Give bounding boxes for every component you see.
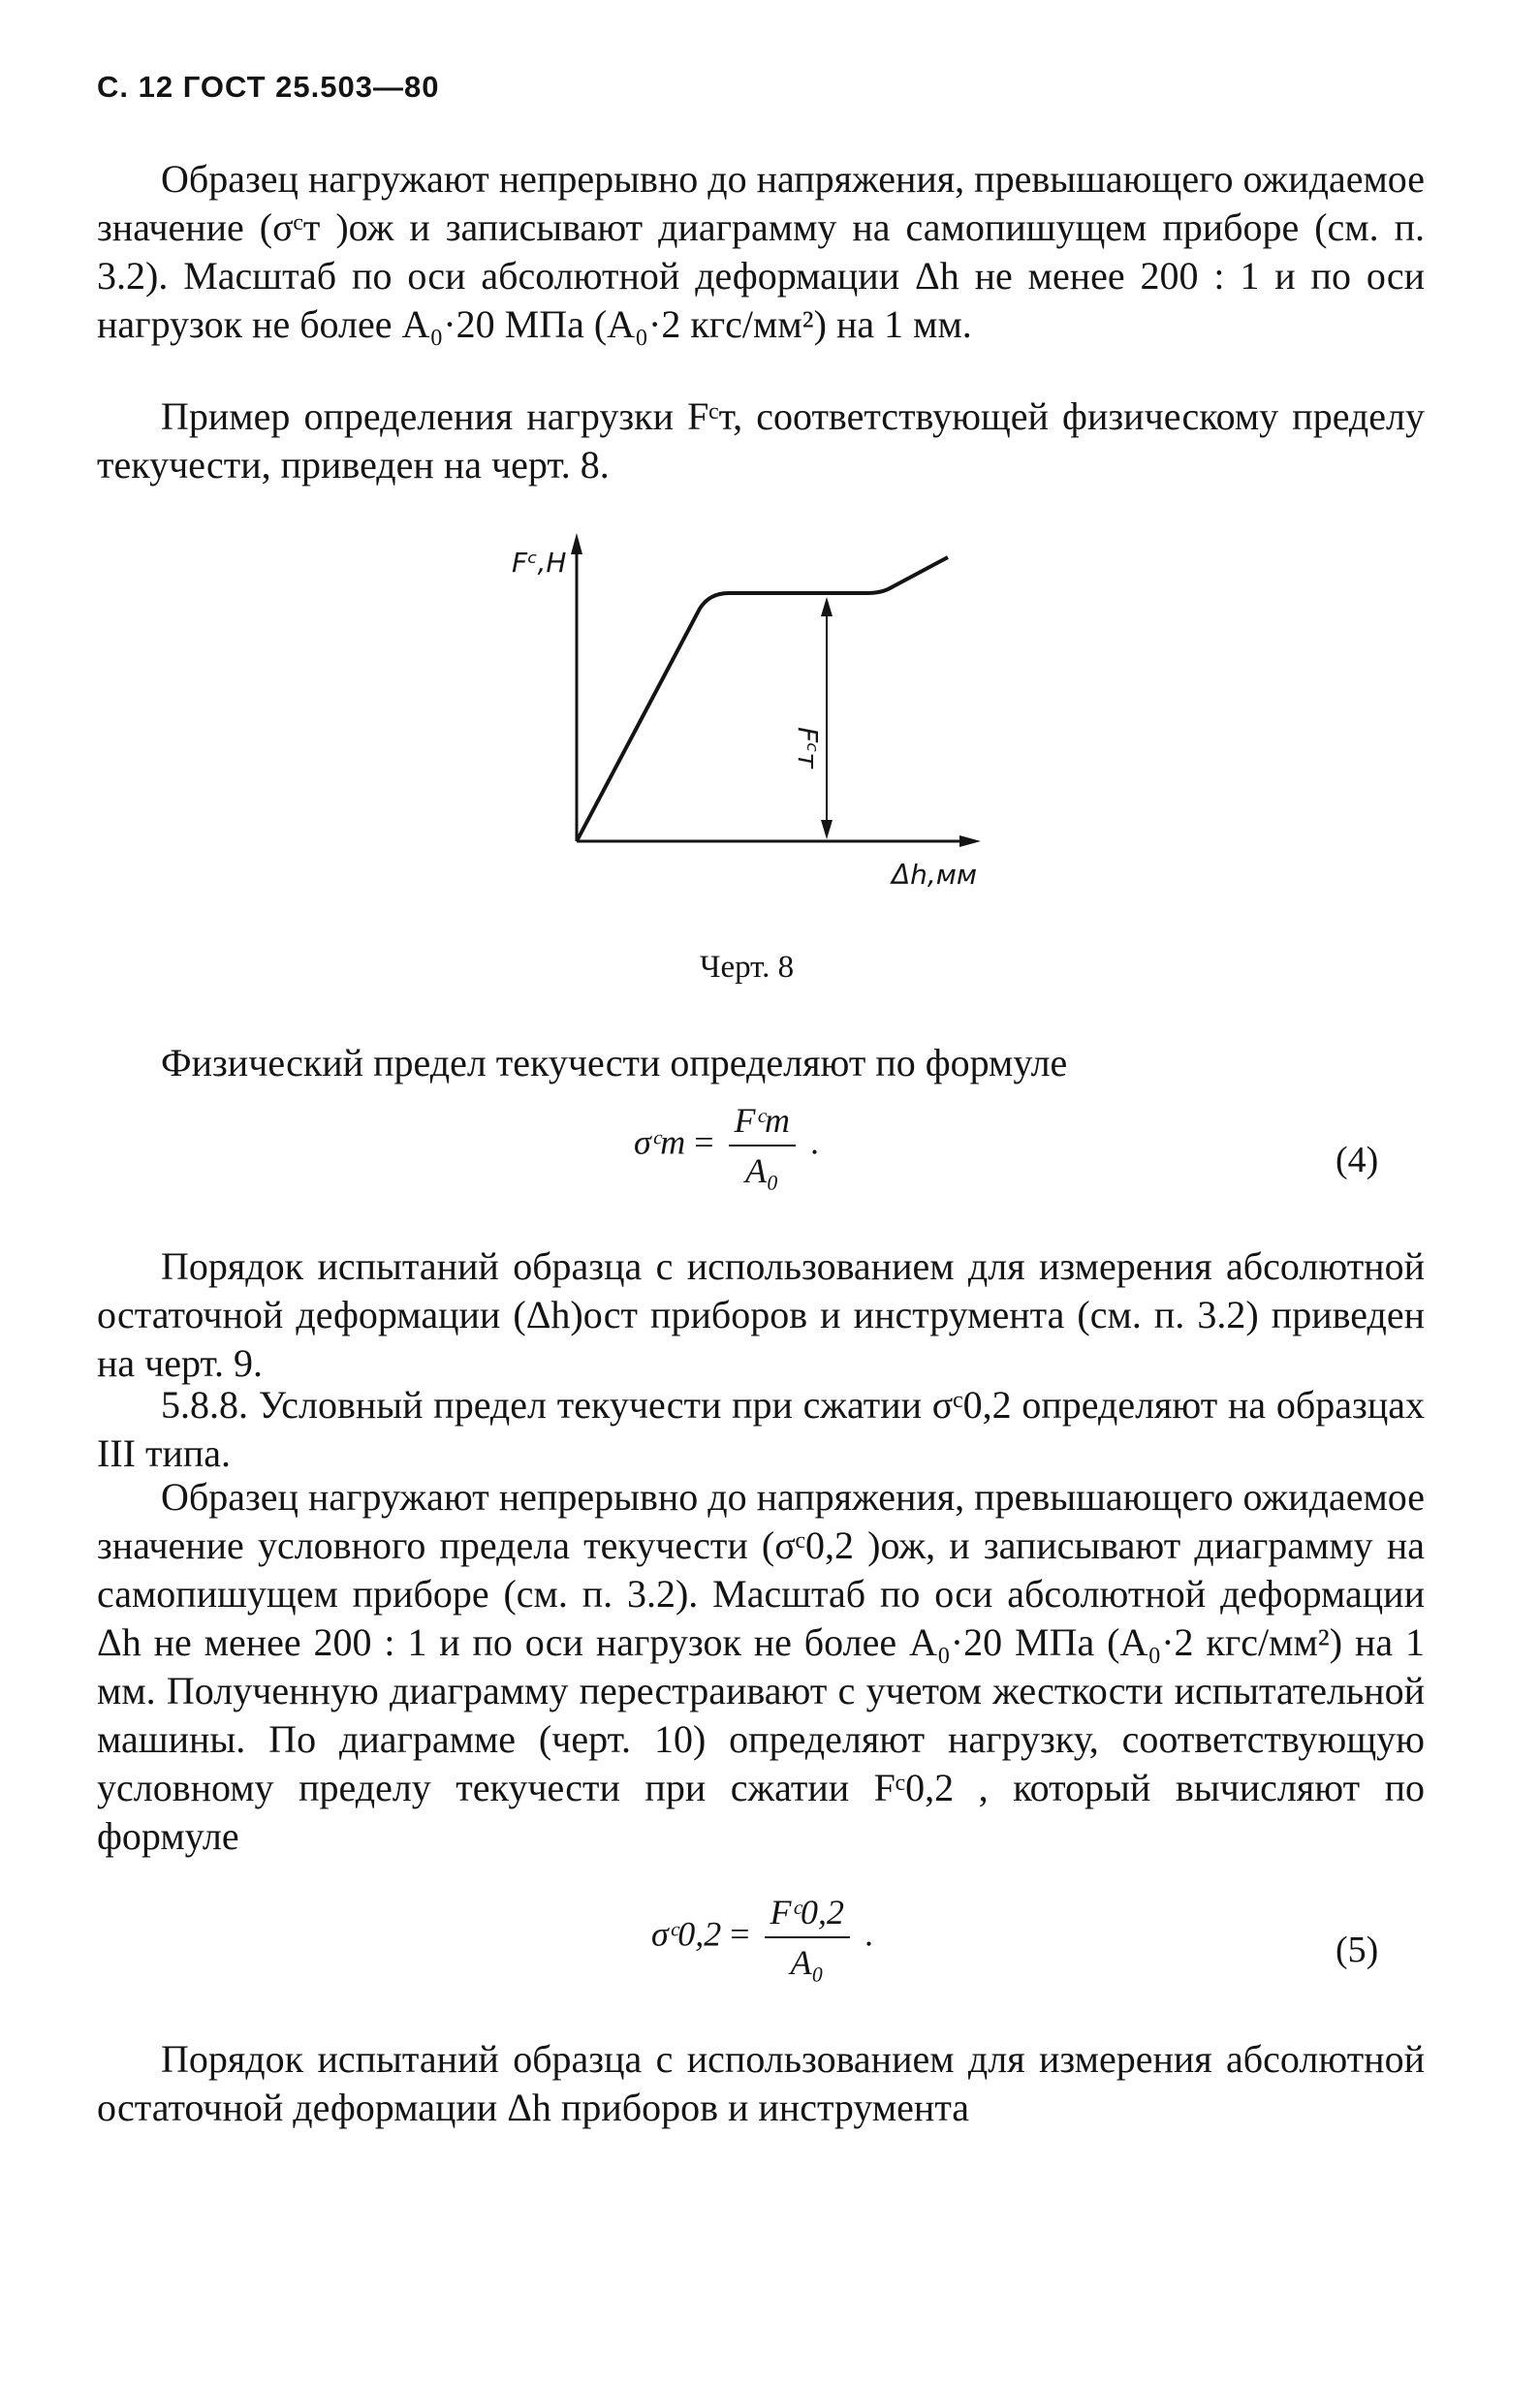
equation-number: (5) — [1336, 1930, 1379, 1970]
formula-denominator: A₀ — [745, 1151, 779, 1190]
yield-load-label: Fᶜт — [792, 727, 824, 769]
formula-equals: = — [694, 1122, 714, 1162]
paragraph-formula-intro — [97, 1039, 1425, 1087]
paragraph-conditional-yield — [97, 1473, 1425, 1861]
paragraph-text: Пример определения нагрузки Fᶜт, соответствующей физическому пределу текучести, приведен на черт. 8. — [97, 394, 1425, 487]
formula-denominator: A₀ — [790, 1943, 825, 1982]
formula-numerator: Fᶜ0,2 — [765, 1892, 850, 1938]
paragraph-procedure — [97, 1242, 1425, 1388]
paragraph-loading — [97, 155, 1425, 349]
y-axis-label: Fᶜ,Н — [512, 547, 567, 579]
figure-diagram — [485, 523, 1027, 1008]
paragraph-example — [97, 393, 1425, 489]
paragraph-section-5-8-8 — [97, 1381, 1425, 1478]
page-header: С. 12 ГОСТ 25.503—80 — [97, 70, 440, 104]
formula-equals: = — [730, 1914, 750, 1954]
load-curve — [577, 557, 948, 841]
dimension-arrow-top-icon — [821, 597, 833, 616]
paragraph-text: Порядок испытаний образца с использованием для измерения абсолютной остаточной деформации (Δh)ост приборов и инструмента (см. п. 3.2) приведен на черт. 9. — [97, 1244, 1425, 1385]
figure-caption: Черт. 8 — [700, 950, 795, 985]
dimension-arrow-bottom-icon — [821, 820, 833, 839]
paragraph-text: Образец нагружают непрерывно до напряжения, превышающего ожидаемое значение (σᶜт )ож и записывают диаграмму на самопишущем приборе (см. п. 3.2). Масштаб по оси абсолютной деформации Δh не менее 200 : 1 и по оси нагрузок не более A₀·20 МПа (A₀·2 кгс/мм²) на 1 мм. — [97, 157, 1425, 346]
formula-fraction — [729, 1100, 796, 1191]
y-axis-arrow-icon — [571, 533, 582, 554]
formula-numerator: Fᶜт — [729, 1100, 796, 1146]
paragraph-procedure-2 — [97, 2035, 1425, 2132]
paragraph-text: 5.8.8. Условный предел текучести при сжатии σᶜ0,2 определяют на образцах III типа. — [97, 1383, 1425, 1475]
paragraph-text: Образец нагружают непрерывно до напряжения, превышающего ожидаемое значение условного предела текучести (σᶜ0,2 )ож, и записывают диаграмму на самопишущем приборе (см. п. 3.2). Масштаб по оси абсолютной деформации Δh не менее 200 : 1 и по оси нагрузок не более A₀·20 МПа (A₀·2 кгс/мм²) на 1 мм. Полученную диаграмму перестраивают с учетом жесткости испытательной машины. По диаграмме (черт. 10) определяют нагрузку, соответствующую условному пределу текучести при сжатии Fᶜ0,2 , который вычисляют по формуле — [97, 1475, 1425, 1858]
x-axis-arrow-icon — [959, 835, 981, 847]
x-axis-label: Δh,мм — [892, 859, 978, 891]
formula-end: . — [864, 1914, 873, 1954]
formula-end: . — [809, 1122, 819, 1162]
paragraph-text: Физический предел текучести определяют по формуле — [161, 1041, 1068, 1084]
formula-lhs: σᶜ0,2 — [651, 1914, 722, 1954]
formula-4 — [634, 1100, 819, 1191]
formula-fraction — [765, 1892, 850, 1983]
formula-lhs: σᶜт — [634, 1122, 686, 1162]
equation-number: (4) — [1336, 1140, 1379, 1180]
paragraph-text: Порядок испытаний образца с использованием для измерения абсолютной остаточной деформации Δh приборов и инструмента — [97, 2037, 1425, 2129]
formula-5 — [651, 1892, 873, 1983]
